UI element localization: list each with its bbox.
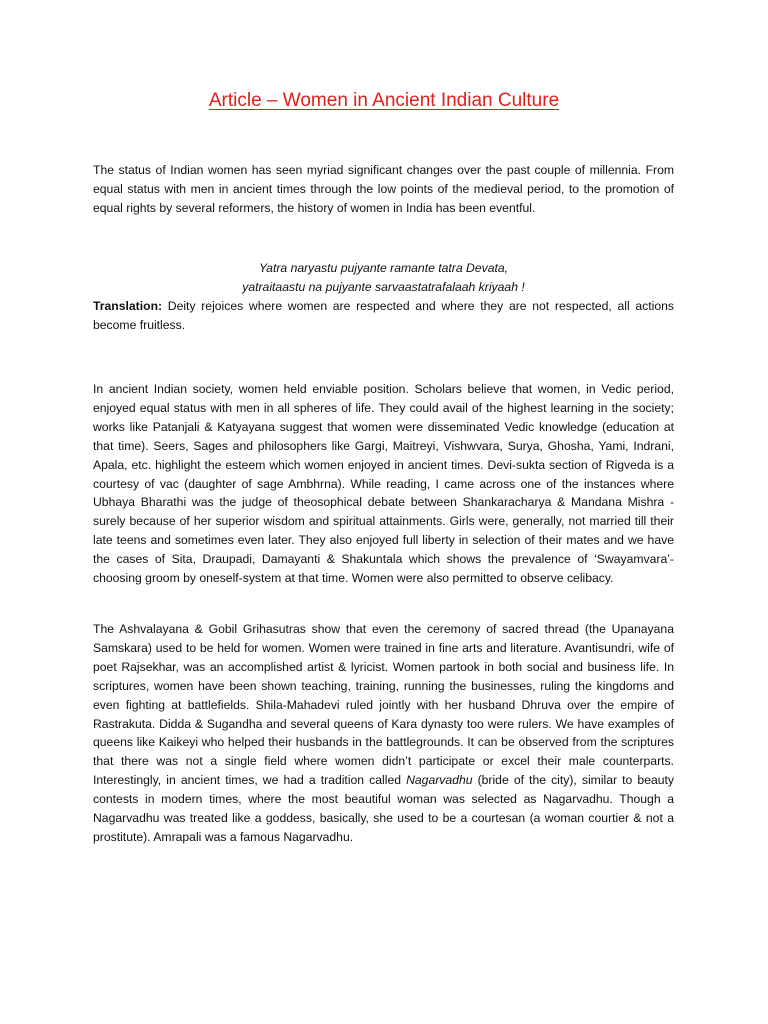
- verse-line-2: yatraitaastu na pujyante sarvaastatrafalaah kriyaah !: [242, 279, 525, 294]
- ancient-society-paragraph: In ancient Indian society, women held enviable position. Scholars believe that women, in Vedic period, enjoyed equal status with men in all spheres of life. They could avail of the highest learning in the society; works like Patanjali & Katyayana suggest that women were disseminated Vedic knowledge (education at that time). Seers, Sages and philosophers like Gargi, Maitreyi, Vishwvara, Surya, Ghosha, Yami, Indrani, Apala, etc. highlight the esteem which women enjoyed in ancient times. Devi-sukta section of Rigveda is a courtesy of vac (daughter of sage Ambhrna). While reading, I came across one of the instances where Ubhaya Bharathi was the judge of theosophical debate between Shankaracharya & Mandana Mishra - surely because of her superior wisdom and spiritual attainments. Girls were, generally, not married till their late teens and sometimes even later. They also enjoyed full liberty in selection of their mates and we have the cases of Sita, Draupadi, Damayanti & Shakuntala which shows the prevalence of ‘Swayamvara’-choosing groom by oneself-system at that time. Women were also permitted to observe celibacy.: [93, 382, 674, 586]
- grihasutras-text-part2: (bride of the city), similar to beauty contests in modern times, where the most beautiful woman was selected as Nagarvadhu. Though a Nagarvadhu was treated like a goddess, basically, she used to be a courtesan (a woman courtier & not a prostitute). Amrapali was a famous Nagarvadhu.: [93, 773, 675, 844]
- verse-line-1: Yatra naryastu pujyante ramante tatra Devata,: [258, 261, 509, 275]
- translation-paragraph: [93, 297, 674, 335]
- grihasutras-paragraph: [93, 620, 674, 847]
- grihasutras-text-part1: The Ashvalayana & Gobil Grihasutras show that even the ceremony of sacred thread (the Upanayana Samskara) used to be held for women. Women were trained in fine arts and literature. Avantisundri, wife of poet Rajsekhar, was an accomplished artist & lyricist. Women partook in both social and business life. In scriptures, women have been shown teaching, training, running the businesses, ruling the kingdoms and even fighting at battlefields. Shila-Mahadevi ruled jointly with her husband Dhruva over the empire of Rastrakuta. Didda & Sugandha and several queens of Kara dynasty too were rulers. We have examples of queens like Kaikeyi who helped their husbands in the battlegrounds. It can be observed from the scriptures that there was not a single field where women didn’t participate or excel their male counterparts. Interestingly, in ancient times, we had a tradition called: [93, 622, 674, 788]
- translation-label: Translation:: [93, 299, 163, 313]
- translation-text: Deity rejoices where women are respected and where they are not respected, all actions become fruitless.: [93, 299, 674, 332]
- article-title: Article – Women in Ancient Indian Culture: [208, 90, 560, 111]
- sanskrit-verse: [93, 259, 674, 297]
- nagarvadhu-term: Nagarvadhu: [406, 773, 473, 788]
- intro-paragraph: The status of Indian women has seen myriad significant changes over the past couple of millennia. From equal status with men in ancient times through the low points of the medieval period, to the promotion of equal rights by several reformers, the history of women in India has been eventful.: [93, 163, 674, 215]
